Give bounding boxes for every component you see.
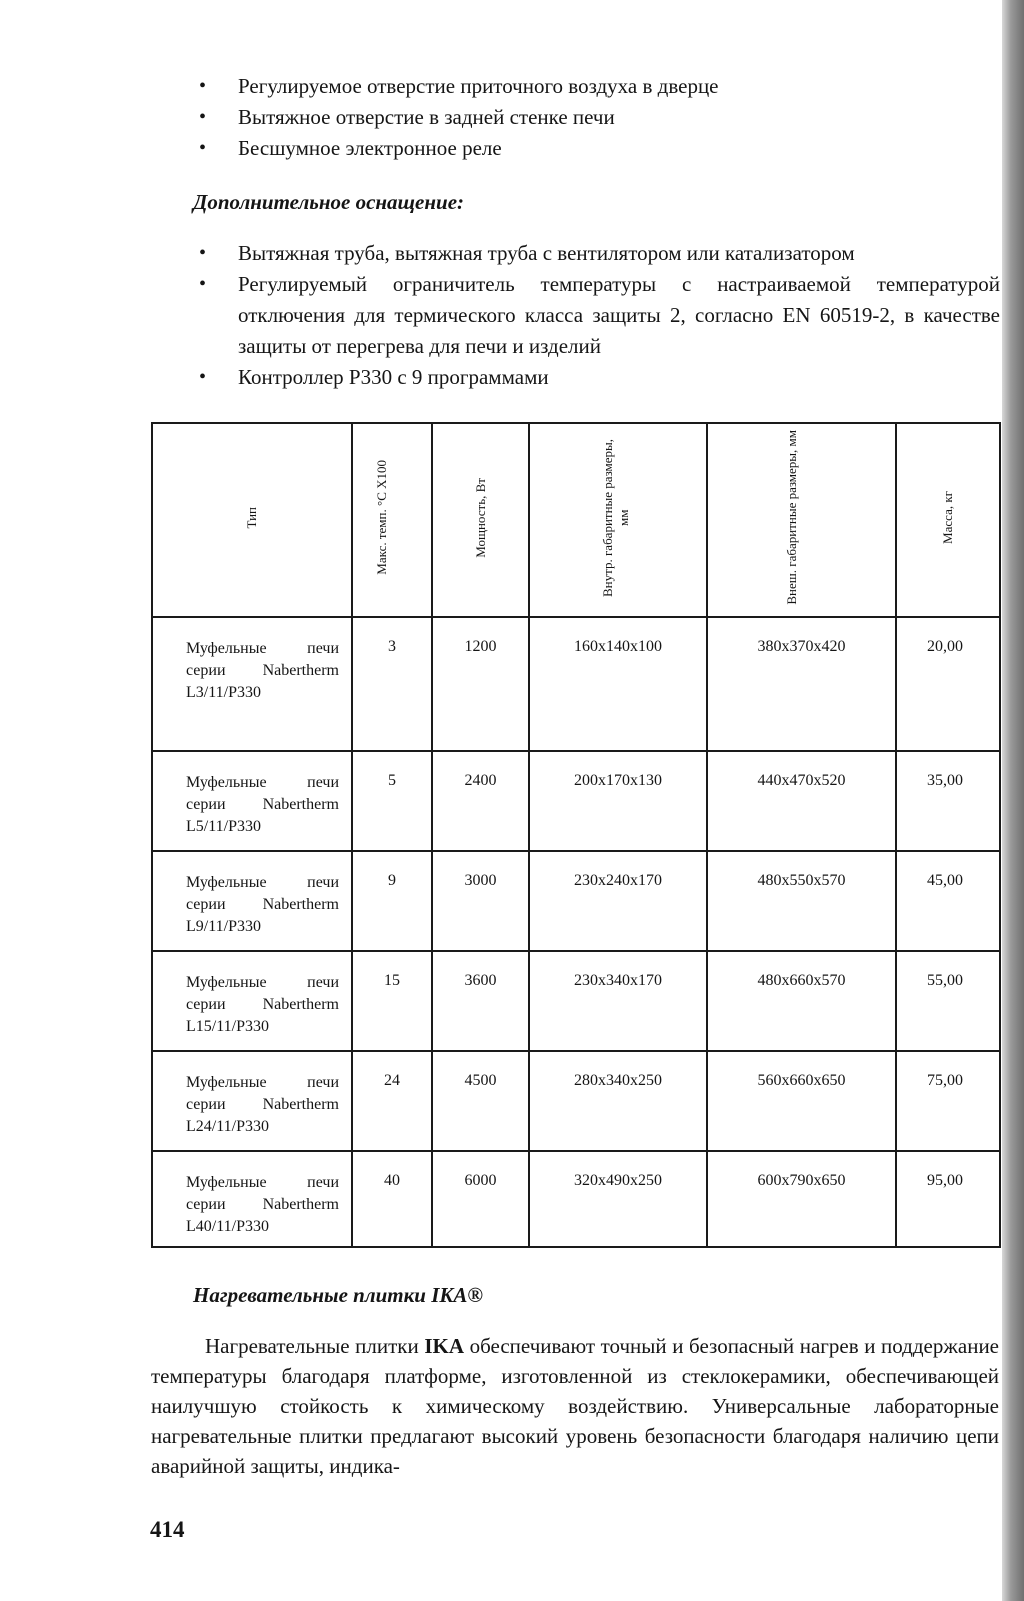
list-item: • Вытяжное отверстие в задней стенке печи <box>190 102 1000 133</box>
cell-type: Муфельные печи серии Nabertherm L5/11/P330 <box>152 751 352 851</box>
cell-outer-dimensions: 480x660x570 <box>707 951 896 1051</box>
cell-power: 3000 <box>432 851 529 951</box>
cell-max-temp: 9 <box>352 851 432 951</box>
feature-list <box>190 71 1000 164</box>
cell-inner-dimensions: 160x140x100 <box>529 617 707 751</box>
cell-max-temp: 5 <box>352 751 432 851</box>
paragraph-body: обеспечивают точный и безопасный нагрев и поддержание температуры благодаря платформе, изготовленной из стеклокерамики, обеспечивающей наилучшую стойкость к химическому воздействию. Универсальные лабораторные нагревательные плитки предлагают высокий уровень безопасности благодаря наличию цепи аварийной защиты, индика- <box>151 1334 1000 1478</box>
cell-type: Муфельные печи серии Nabertherm L3/11/P330 <box>152 617 352 751</box>
column-header-power: Мощность, Вт <box>432 423 529 617</box>
paragraph-lead: Нагревательные плитки <box>205 1334 425 1358</box>
cell-mass: 45,00 <box>896 851 1000 951</box>
page-number: 414 <box>150 1517 185 1542</box>
column-header-outer-dimensions: Внеш. габаритные размеры, мм <box>707 423 896 617</box>
list-item: • Бесшумное электронное реле <box>190 133 1000 164</box>
cell-max-temp: 15 <box>352 951 432 1051</box>
cell-power: 2400 <box>432 751 529 851</box>
cell-mass: 95,00 <box>896 1151 1000 1247</box>
table-row <box>152 751 1000 851</box>
table-header-row <box>152 423 1000 617</box>
table-row <box>152 1151 1000 1247</box>
list-item: • Вытяжная труба, вытяжная труба с вентилятором или катализатором <box>190 238 1000 269</box>
column-header-mass: Масса, кг <box>896 423 1000 617</box>
column-header-type: Тип <box>152 423 352 617</box>
cell-inner-dimensions: 230x340x170 <box>529 951 707 1051</box>
cell-mass: 75,00 <box>896 1051 1000 1151</box>
cell-outer-dimensions: 560x660x650 <box>707 1051 896 1151</box>
furnace-spec-table <box>151 422 1001 1248</box>
cell-mass: 55,00 <box>896 951 1000 1051</box>
page-edge-shadow <box>1002 0 1024 1601</box>
cell-max-temp: 3 <box>352 617 432 751</box>
table-row <box>152 851 1000 951</box>
cell-inner-dimensions: 230x240x170 <box>529 851 707 951</box>
cell-mass: 35,00 <box>896 751 1000 851</box>
ika-description-paragraph <box>151 1331 999 1481</box>
section-heading-ika: Нагревательные плитки IKA® <box>193 1283 484 1307</box>
cell-type: Муфельные печи серии Nabertherm L15/11/P330 <box>152 951 352 1051</box>
list-item: • Регулируемый ограничитель температуры с настраиваемой температурой отключения для термического класса защиты 2, согласно EN 60519-2, в качестве защиты от перегрева для печи и изделий <box>190 269 1000 362</box>
cell-inner-dimensions: 200x170x130 <box>529 751 707 851</box>
table-row <box>152 617 1000 751</box>
cell-outer-dimensions: 380x370x420 <box>707 617 896 751</box>
column-header-max-temp: Макс. темп. °С X100 <box>352 423 432 617</box>
cell-power: 4500 <box>432 1051 529 1151</box>
list-item: • Регулируемое отверстие приточного воздуха в дверце <box>190 71 1000 102</box>
cell-inner-dimensions: 280x340x250 <box>529 1051 707 1151</box>
cell-power: 3600 <box>432 951 529 1051</box>
cell-outer-dimensions: 440x470x520 <box>707 751 896 851</box>
cell-inner-dimensions: 320x490x250 <box>529 1151 707 1247</box>
cell-mass: 20,00 <box>896 617 1000 751</box>
table-row <box>152 951 1000 1051</box>
cell-power: 1200 <box>432 617 529 751</box>
table-row <box>152 1051 1000 1151</box>
cell-max-temp: 40 <box>352 1151 432 1247</box>
column-header-inner-dimensions: Внутр. габаритные размеры, мм <box>529 423 707 617</box>
cell-type: Муфельные печи серии Nabertherm L24/11/P330 <box>152 1051 352 1151</box>
cell-outer-dimensions: 600x790x650 <box>707 1151 896 1247</box>
brand-name: IKA <box>424 1334 464 1358</box>
cell-power: 6000 <box>432 1151 529 1247</box>
cell-max-temp: 24 <box>352 1051 432 1151</box>
list-item: • Контроллер P330 с 9 программами <box>190 362 1000 393</box>
section-heading-extra-equipment: Дополнительное оснащение: <box>193 190 465 214</box>
extra-equipment-list <box>190 238 1000 393</box>
cell-outer-dimensions: 480x550x570 <box>707 851 896 951</box>
cell-type: Муфельные печи серии Nabertherm L40/11/P330 <box>152 1151 352 1247</box>
cell-type: Муфельные печи серии Nabertherm L9/11/P330 <box>152 851 352 951</box>
